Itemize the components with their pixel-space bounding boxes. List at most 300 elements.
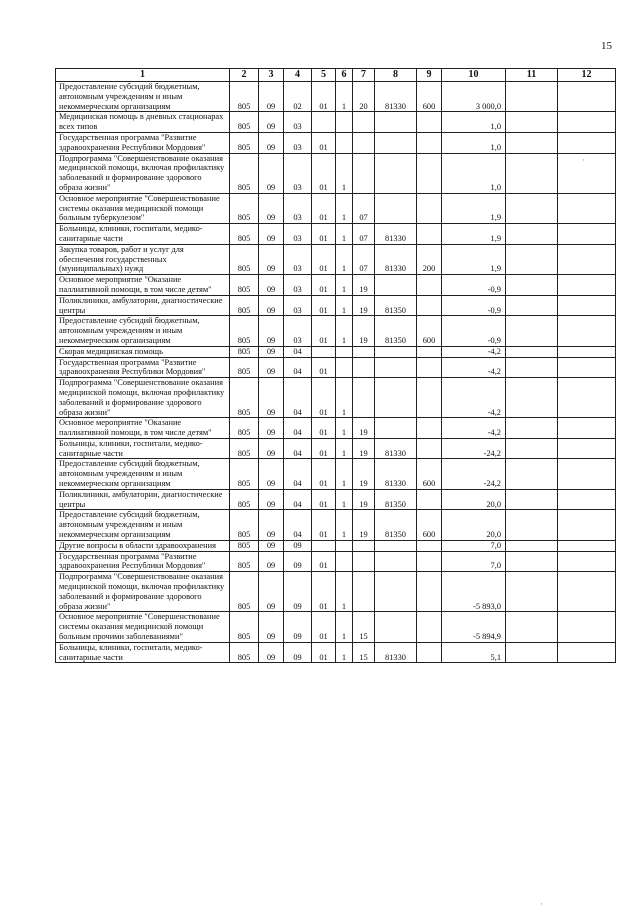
cell-c10: -0,9 (442, 275, 506, 296)
cell-c9 (417, 489, 442, 510)
column-header: 7 (353, 69, 375, 82)
cell-c5: 01 (312, 459, 336, 489)
table-row (56, 378, 616, 418)
table-row (56, 540, 616, 551)
cell-c11 (506, 224, 558, 245)
row-name: Предоставление субсидий бюджетным, автономным учреждениям и иным некоммерческим организациям (56, 82, 230, 112)
cell-c2: 805 (230, 357, 259, 378)
row-name: Государственная программа "Развитие здравоохранения Республики Мордовия" (56, 357, 230, 378)
cell-c7: 19 (353, 275, 375, 296)
cell-c3: 09 (259, 612, 284, 642)
cell-c9 (417, 132, 442, 153)
cell-c5: 01 (312, 551, 336, 572)
cell-c7 (353, 153, 375, 193)
cell-c2: 805 (230, 346, 259, 357)
cell-c8 (375, 193, 417, 223)
cell-c2: 805 (230, 224, 259, 245)
cell-c8 (375, 357, 417, 378)
cell-c3: 09 (259, 153, 284, 193)
row-name: Поликлиники, амбулатории, диагностические центры (56, 489, 230, 510)
cell-c12 (558, 132, 616, 153)
cell-c9 (417, 438, 442, 459)
cell-c6: 1 (336, 378, 353, 418)
cell-c7 (353, 112, 375, 133)
cell-c4: 03 (284, 275, 312, 296)
table-row (56, 153, 616, 193)
cell-c9 (417, 378, 442, 418)
cell-c7 (353, 551, 375, 572)
cell-c5: 01 (312, 418, 336, 439)
cell-c8 (375, 132, 417, 153)
cell-c4: 09 (284, 551, 312, 572)
cell-c6: 1 (336, 612, 353, 642)
cell-c9 (417, 193, 442, 223)
cell-c6: 1 (336, 153, 353, 193)
table-row (56, 642, 616, 663)
cell-c9 (417, 642, 442, 663)
table-row (56, 489, 616, 510)
cell-c5: 01 (312, 275, 336, 296)
page-number: 15 (601, 40, 612, 52)
cell-c2: 805 (230, 551, 259, 572)
cell-c5: 01 (312, 193, 336, 223)
cell-c8: 81350 (375, 510, 417, 540)
column-header: 8 (375, 69, 417, 82)
cell-c10: -4,2 (442, 357, 506, 378)
cell-c10: 7,0 (442, 551, 506, 572)
cell-c11 (506, 82, 558, 112)
cell-c3: 09 (259, 346, 284, 357)
row-name: Поликлиники, амбулатории, диагностические центры (56, 295, 230, 316)
cell-c9 (417, 357, 442, 378)
cell-c5: 01 (312, 153, 336, 193)
cell-c4: 03 (284, 316, 312, 346)
cell-c9: 600 (417, 459, 442, 489)
column-header: 2 (230, 69, 259, 82)
cell-c6: 1 (336, 82, 353, 112)
cell-c12 (558, 459, 616, 489)
cell-c11 (506, 540, 558, 551)
cell-c8: 81330 (375, 459, 417, 489)
cell-c12 (558, 112, 616, 133)
cell-c9 (417, 224, 442, 245)
cell-c12 (558, 418, 616, 439)
cell-c10: -0,9 (442, 316, 506, 346)
cell-c8 (375, 540, 417, 551)
cell-c10: 1,9 (442, 224, 506, 245)
cell-c8: 81350 (375, 489, 417, 510)
cell-c11 (506, 357, 558, 378)
cell-c6 (336, 540, 353, 551)
row-name: Государственная программа "Развитие здравоохранения Республики Мордовия" (56, 551, 230, 572)
table-row (56, 244, 616, 274)
cell-c4: 03 (284, 193, 312, 223)
row-name: Основное мероприятие "Совершенствование системы оказания медицинской помощи больным туберкулезом" (56, 193, 230, 223)
cell-c11 (506, 459, 558, 489)
cell-c3: 09 (259, 82, 284, 112)
row-name: Медицинская помощь в дневных стационарах всех типов (56, 112, 230, 133)
cell-c7: 19 (353, 459, 375, 489)
cell-c10: 1,0 (442, 153, 506, 193)
cell-c9: 600 (417, 316, 442, 346)
cell-c3: 09 (259, 418, 284, 439)
cell-c2: 805 (230, 244, 259, 274)
cell-c3: 09 (259, 275, 284, 296)
cell-c2: 805 (230, 316, 259, 346)
row-name: Больницы, клиники, госпитали, медико-санитарные части (56, 224, 230, 245)
table-row (56, 438, 616, 459)
cell-c9: 200 (417, 244, 442, 274)
table-row (56, 346, 616, 357)
cell-c6 (336, 551, 353, 572)
cell-c3: 09 (259, 489, 284, 510)
cell-c10: 20,0 (442, 510, 506, 540)
cell-c6: 1 (336, 418, 353, 439)
cell-c12 (558, 510, 616, 540)
cell-c4: 03 (284, 132, 312, 153)
cell-c9 (417, 346, 442, 357)
cell-c5: 01 (312, 224, 336, 245)
cell-c10: 3 000,0 (442, 82, 506, 112)
cell-c5: 01 (312, 316, 336, 346)
cell-c11 (506, 510, 558, 540)
row-name: Предоставление субсидий бюджетным, автономным учреждениям и иным некоммерческим организациям (56, 316, 230, 346)
cell-c3: 09 (259, 540, 284, 551)
budget-table (55, 68, 616, 663)
cell-c12 (558, 316, 616, 346)
cell-c6: 1 (336, 489, 353, 510)
row-name: Другие вопросы в области здравоохранения (56, 540, 230, 551)
cell-c9 (417, 612, 442, 642)
table-row (56, 510, 616, 540)
column-header: 12 (558, 69, 616, 82)
row-name: Больницы, клиники, госпитали, медико-санитарные части (56, 438, 230, 459)
cell-c9 (417, 112, 442, 133)
cell-c9 (417, 275, 442, 296)
row-name: Подпрограмма "Совершенствование оказания медицинской помощи, включая профилактику заболеваний и формирование здорового образа жизни" (56, 572, 230, 612)
cell-c7: 07 (353, 193, 375, 223)
cell-c4: 03 (284, 244, 312, 274)
cell-c4: 09 (284, 540, 312, 551)
column-header: 3 (259, 69, 284, 82)
cell-c7 (353, 572, 375, 612)
table-row (56, 572, 616, 612)
cell-c7: 19 (353, 510, 375, 540)
row-name: Государственная программа "Развитие здравоохранения Республики Мордовия" (56, 132, 230, 153)
cell-c8 (375, 378, 417, 418)
cell-c10: 1,9 (442, 244, 506, 274)
cell-c2: 805 (230, 489, 259, 510)
table-row (56, 295, 616, 316)
cell-c11 (506, 295, 558, 316)
cell-c4: 03 (284, 153, 312, 193)
table-row (56, 82, 616, 112)
cell-c3: 09 (259, 193, 284, 223)
cell-c7 (353, 132, 375, 153)
cell-c7 (353, 540, 375, 551)
cell-c5: 01 (312, 132, 336, 153)
cell-c6: 1 (336, 316, 353, 346)
table-row (56, 193, 616, 223)
cell-c5: 01 (312, 510, 336, 540)
cell-c6: 1 (336, 459, 353, 489)
cell-c4: 03 (284, 112, 312, 133)
cell-c6: 1 (336, 642, 353, 663)
cell-c6: 1 (336, 193, 353, 223)
cell-c2: 805 (230, 510, 259, 540)
cell-c8: 81350 (375, 316, 417, 346)
cell-c10: -24,2 (442, 459, 506, 489)
cell-c10: 1,0 (442, 132, 506, 153)
cell-c9 (417, 551, 442, 572)
cell-c12 (558, 489, 616, 510)
cell-c11 (506, 612, 558, 642)
cell-c9 (417, 418, 442, 439)
cell-c9 (417, 295, 442, 316)
row-name: Подпрограмма "Совершенствование оказания медицинской помощи, включая профилактику заболеваний и формирование здорового образа жизни" (56, 153, 230, 193)
cell-c9: 600 (417, 82, 442, 112)
cell-c8: 81330 (375, 82, 417, 112)
table-row (56, 418, 616, 439)
cell-c6: 1 (336, 224, 353, 245)
cell-c10: 20,0 (442, 489, 506, 510)
cell-c7 (353, 378, 375, 418)
cell-c4: 04 (284, 489, 312, 510)
column-header: 1 (56, 69, 230, 82)
cell-c6: 1 (336, 510, 353, 540)
cell-c10: -5 893,0 (442, 572, 506, 612)
cell-c7: 19 (353, 418, 375, 439)
table-header-row (56, 69, 616, 82)
cell-c3: 09 (259, 459, 284, 489)
cell-c3: 09 (259, 132, 284, 153)
cell-c6 (336, 112, 353, 133)
table-row (56, 612, 616, 642)
cell-c12 (558, 438, 616, 459)
cell-c3: 09 (259, 378, 284, 418)
cell-c4: 03 (284, 295, 312, 316)
cell-c2: 805 (230, 295, 259, 316)
cell-c11 (506, 316, 558, 346)
cell-c10: -24,2 (442, 438, 506, 459)
cell-c8 (375, 275, 417, 296)
cell-c12 (558, 295, 616, 316)
cell-c8 (375, 418, 417, 439)
cell-c4: 09 (284, 612, 312, 642)
cell-c4: 02 (284, 82, 312, 112)
cell-c2: 805 (230, 112, 259, 133)
cell-c5 (312, 112, 336, 133)
row-name: Закупка товаров, работ и услуг для обеспечения государственных (муниципальных) нужд (56, 244, 230, 274)
column-header: 10 (442, 69, 506, 82)
cell-c3: 09 (259, 357, 284, 378)
cell-c2: 805 (230, 82, 259, 112)
cell-c5: 01 (312, 612, 336, 642)
row-name: Подпрограмма "Совершенствование оказания медицинской помощи, включая профилактику заболеваний и формирование здорового образа жизни" (56, 378, 230, 418)
cell-c10: 7,0 (442, 540, 506, 551)
cell-c4: 04 (284, 459, 312, 489)
cell-c5: 01 (312, 244, 336, 274)
cell-c4: 09 (284, 572, 312, 612)
cell-c12 (558, 346, 616, 357)
cell-c7: 19 (353, 316, 375, 346)
cell-c3: 09 (259, 510, 284, 540)
cell-c8 (375, 612, 417, 642)
cell-c11 (506, 193, 558, 223)
cell-c2: 805 (230, 418, 259, 439)
cell-c8 (375, 572, 417, 612)
cell-c8: 81350 (375, 295, 417, 316)
table-row (56, 275, 616, 296)
row-name: Предоставление субсидий бюджетным, автономным учреждениям и иным некоммерческим организациям (56, 510, 230, 540)
cell-c8: 81330 (375, 642, 417, 663)
cell-c10: -5 894,9 (442, 612, 506, 642)
cell-c5: 01 (312, 489, 336, 510)
cell-c4: 04 (284, 378, 312, 418)
cell-c10: -4,2 (442, 378, 506, 418)
cell-c2: 805 (230, 612, 259, 642)
cell-c11 (506, 346, 558, 357)
row-name: Скорая медицинская помощь (56, 346, 230, 357)
cell-c12 (558, 378, 616, 418)
table-row (56, 132, 616, 153)
cell-c5: 01 (312, 572, 336, 612)
cell-c12 (558, 612, 616, 642)
column-header: 6 (336, 69, 353, 82)
cell-c11 (506, 132, 558, 153)
cell-c3: 09 (259, 642, 284, 663)
cell-c3: 09 (259, 572, 284, 612)
cell-c10: 1,9 (442, 193, 506, 223)
cell-c6: 1 (336, 275, 353, 296)
cell-c4: 04 (284, 357, 312, 378)
cell-c3: 09 (259, 224, 284, 245)
cell-c2: 805 (230, 572, 259, 612)
scan-mark: · (582, 155, 585, 165)
cell-c9 (417, 572, 442, 612)
cell-c12 (558, 153, 616, 193)
cell-c12 (558, 551, 616, 572)
cell-c6: 1 (336, 295, 353, 316)
cell-c12 (558, 540, 616, 551)
cell-c7 (353, 346, 375, 357)
cell-c8: 81330 (375, 244, 417, 274)
cell-c8: 81330 (375, 224, 417, 245)
cell-c12 (558, 572, 616, 612)
cell-c6: 1 (336, 244, 353, 274)
cell-c4: 04 (284, 510, 312, 540)
row-name: Больницы, клиники, госпитали, медико-санитарные части (56, 642, 230, 663)
table-row (56, 459, 616, 489)
cell-c2: 805 (230, 642, 259, 663)
cell-c4: 09 (284, 642, 312, 663)
cell-c11 (506, 551, 558, 572)
cell-c6 (336, 357, 353, 378)
table-row (56, 316, 616, 346)
cell-c2: 805 (230, 153, 259, 193)
cell-c6 (336, 346, 353, 357)
cell-c8: 81330 (375, 438, 417, 459)
row-name: Основное мероприятие "Оказание паллиативной помощи, в том числе детям" (56, 418, 230, 439)
cell-c6 (336, 132, 353, 153)
table-row (56, 224, 616, 245)
cell-c8 (375, 153, 417, 193)
cell-c2: 805 (230, 540, 259, 551)
cell-c3: 09 (259, 316, 284, 346)
cell-c4: 04 (284, 346, 312, 357)
cell-c5 (312, 346, 336, 357)
column-header: 4 (284, 69, 312, 82)
column-header: 5 (312, 69, 336, 82)
cell-c7: 15 (353, 642, 375, 663)
cell-c8 (375, 112, 417, 133)
cell-c10: -0,9 (442, 295, 506, 316)
cell-c5: 01 (312, 357, 336, 378)
cell-c6: 1 (336, 572, 353, 612)
cell-c5 (312, 540, 336, 551)
cell-c8 (375, 551, 417, 572)
cell-c9: 600 (417, 510, 442, 540)
cell-c4: 04 (284, 438, 312, 459)
cell-c10: 1,0 (442, 112, 506, 133)
cell-c3: 09 (259, 112, 284, 133)
cell-c2: 805 (230, 132, 259, 153)
cell-c5: 01 (312, 295, 336, 316)
cell-c11 (506, 418, 558, 439)
cell-c10: 5,1 (442, 642, 506, 663)
cell-c12 (558, 224, 616, 245)
table-row (56, 357, 616, 378)
cell-c10: -4,2 (442, 346, 506, 357)
scan-mark: · (540, 899, 543, 909)
cell-c12 (558, 193, 616, 223)
cell-c11 (506, 438, 558, 459)
table-body (56, 82, 616, 663)
cell-c2: 805 (230, 378, 259, 418)
cell-c3: 09 (259, 551, 284, 572)
cell-c12 (558, 642, 616, 663)
cell-c2: 805 (230, 193, 259, 223)
cell-c7: 15 (353, 612, 375, 642)
cell-c11 (506, 642, 558, 663)
cell-c2: 805 (230, 275, 259, 296)
cell-c11 (506, 275, 558, 296)
cell-c12 (558, 357, 616, 378)
cell-c12 (558, 275, 616, 296)
cell-c12 (558, 244, 616, 274)
cell-c5: 01 (312, 82, 336, 112)
cell-c7 (353, 357, 375, 378)
column-header: 11 (506, 69, 558, 82)
cell-c8 (375, 346, 417, 357)
cell-c11 (506, 572, 558, 612)
cell-c5: 01 (312, 438, 336, 459)
cell-c3: 09 (259, 295, 284, 316)
cell-c9 (417, 540, 442, 551)
cell-c9 (417, 153, 442, 193)
cell-c7: 07 (353, 224, 375, 245)
cell-c10: -4,2 (442, 418, 506, 439)
cell-c3: 09 (259, 438, 284, 459)
cell-c12 (558, 82, 616, 112)
cell-c5: 01 (312, 378, 336, 418)
cell-c7: 19 (353, 438, 375, 459)
cell-c2: 805 (230, 459, 259, 489)
cell-c3: 09 (259, 244, 284, 274)
cell-c2: 805 (230, 438, 259, 459)
cell-c11 (506, 489, 558, 510)
cell-c4: 04 (284, 418, 312, 439)
